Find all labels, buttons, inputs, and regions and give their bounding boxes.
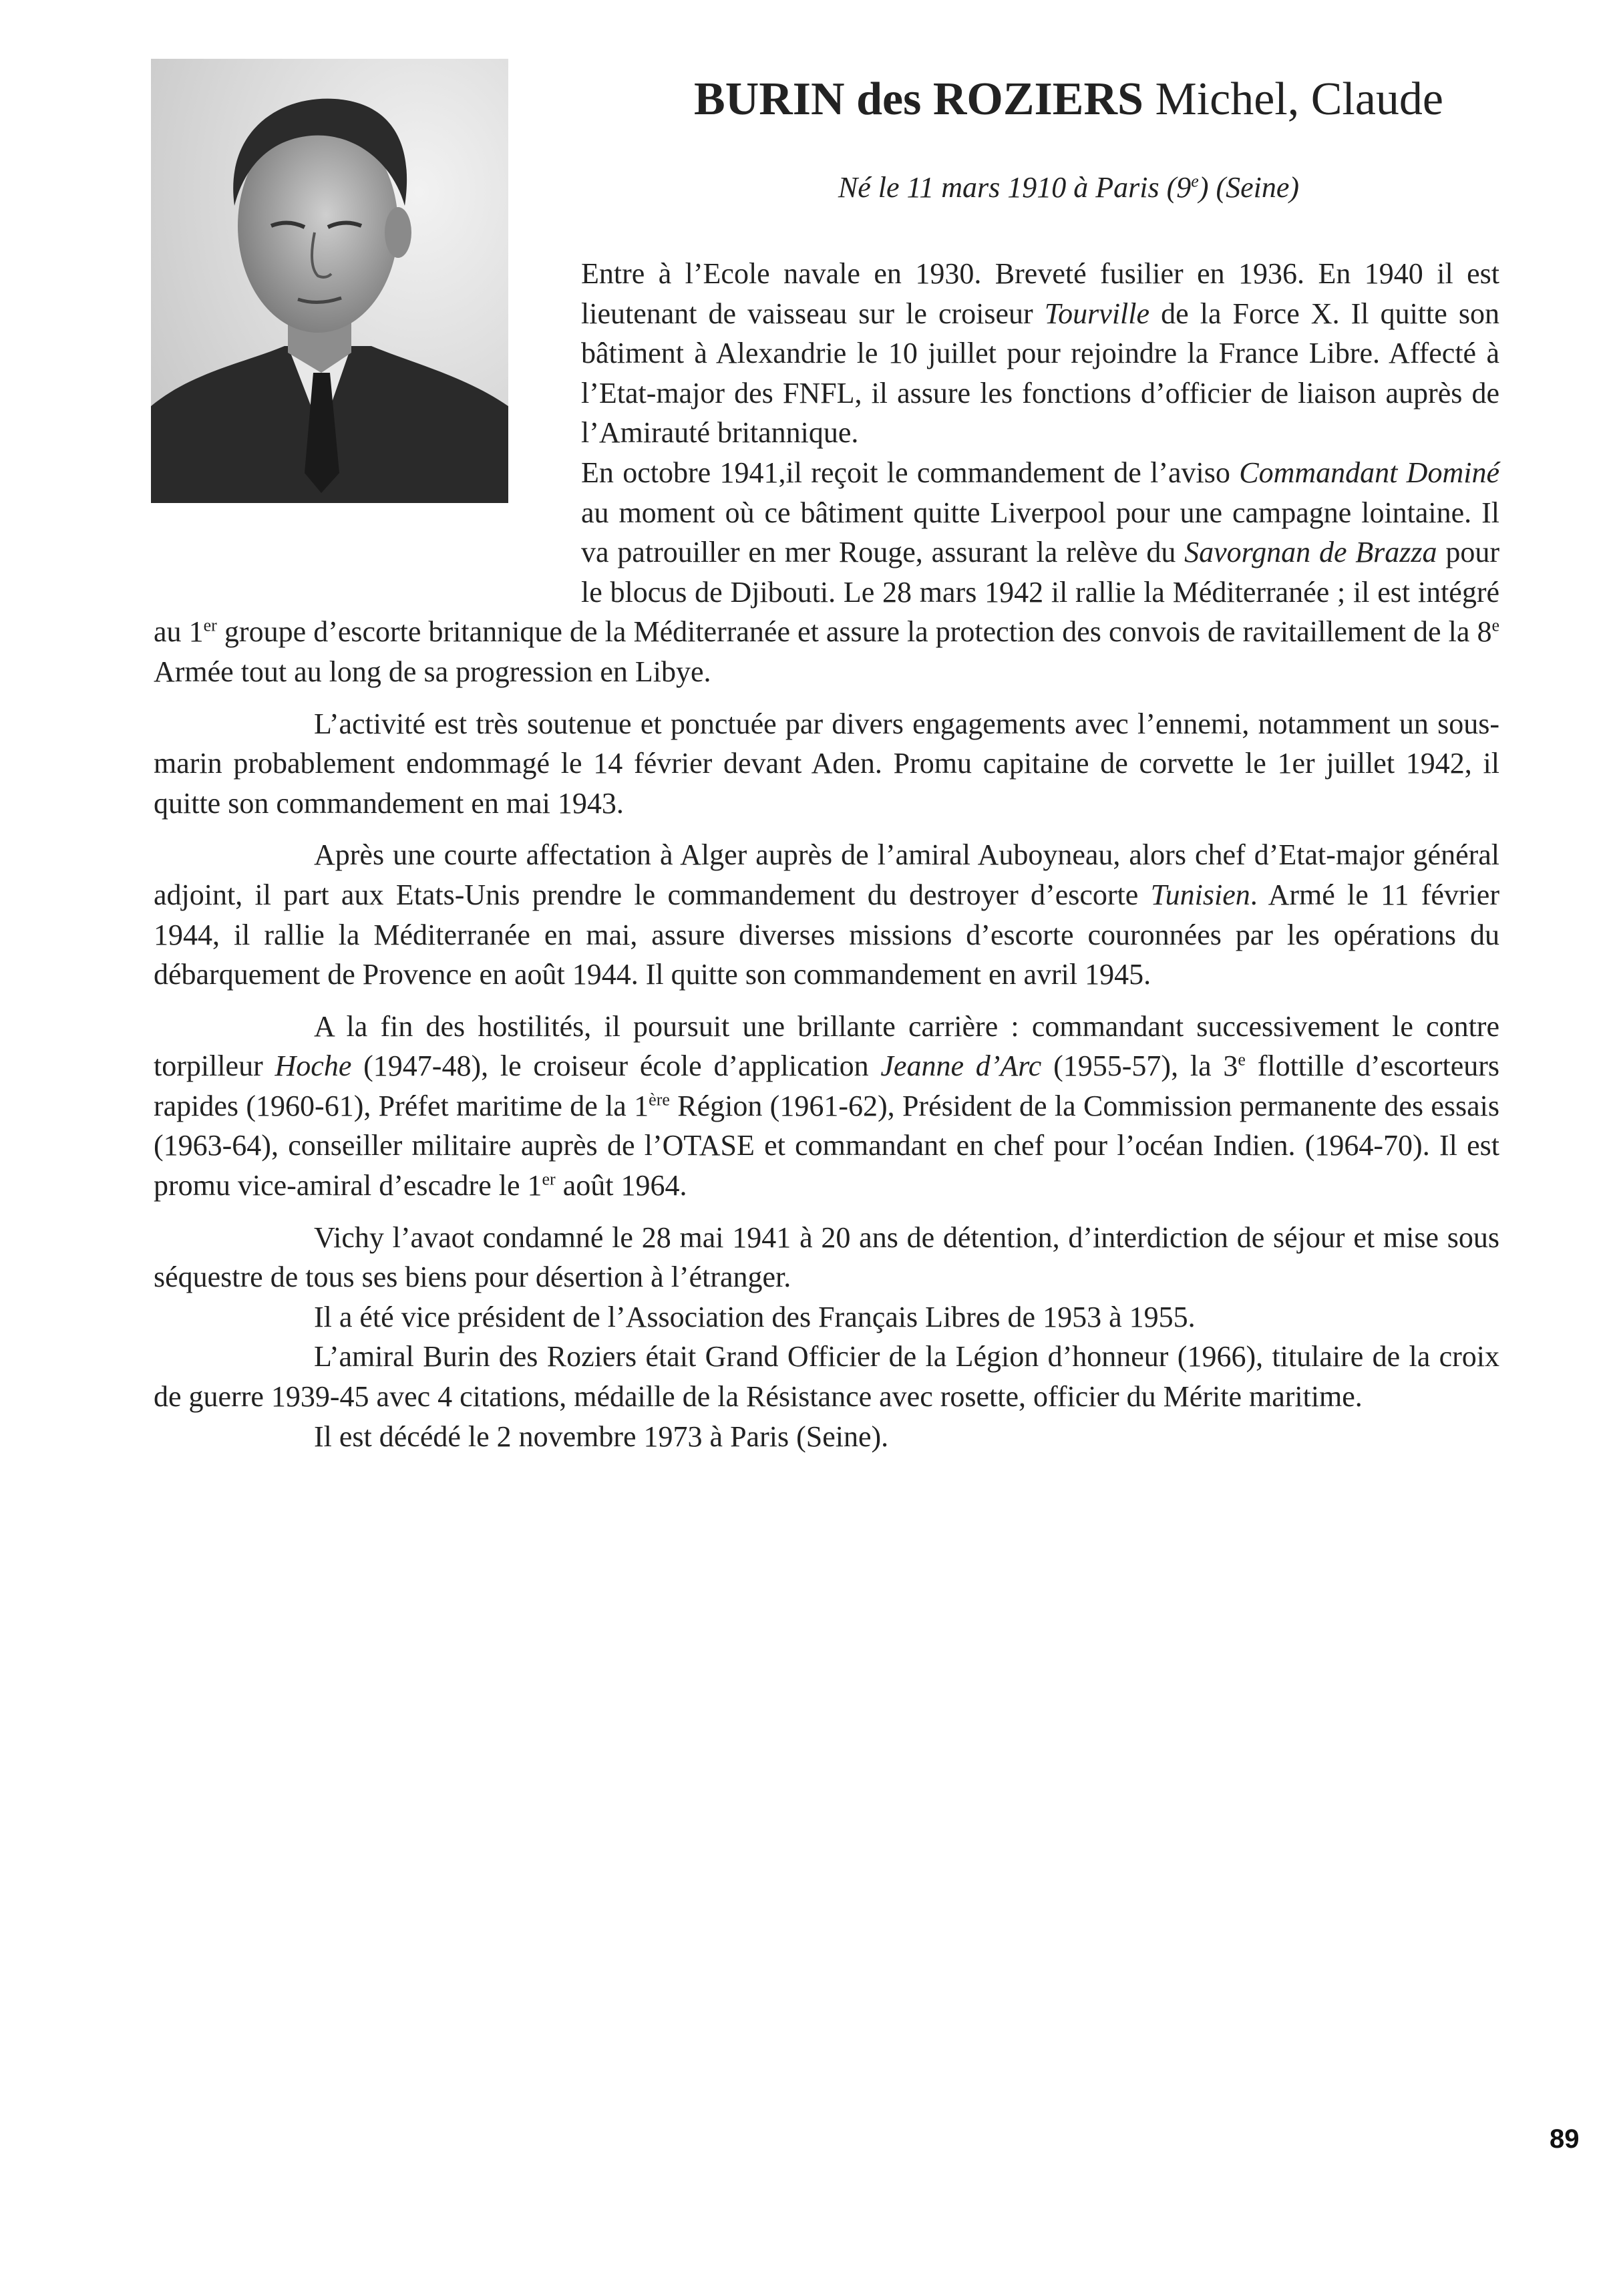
- paragraph-3: L’activité est très soutenue et ponctuée par divers engagements avec l’ennemi, notamment un sous-marin probablement endommagé le 14 février devant Aden. Promu capitaine de corvette le 1er juillet 1942, il quitte son commandement en mai 1943.: [154, 707, 1499, 820]
- p5-text-b: (1947-48), le croiseur école d’application: [363, 1049, 869, 1083]
- paragraph-4: [154, 835, 1499, 994]
- photo-wrap-spacer: [154, 254, 581, 595]
- paragraph-8: L’amiral Burin des Roziers était Grand Officier de la Légion d’honneur (1966), titulaire de la croix de guerre 1939-45 avec 4 citations, médaille de la Résistance avec rosette, officier du Mérite maritime.: [154, 1340, 1499, 1414]
- paragraph-6: Vichy l’avaot condamné le 28 mai 1941 à 20 ans de détention, d’interdiction de séjour et mise sous séquestre de tous ses biens pour désertion à l’étranger.: [154, 1220, 1499, 1294]
- ship-tunisien: Tunisien: [1150, 878, 1250, 911]
- paragraph-7: Il a été vice président de l’Association des Français Libres de 1953 à 1955.: [314, 1300, 1196, 1333]
- p5-text-f: août 1964.: [562, 1169, 687, 1202]
- ship-hoche: Hoche: [275, 1049, 352, 1083]
- ship-tourville: Tourville: [1044, 297, 1150, 330]
- p1-text: Entre à l’Ecole navale en 1930. Breveté fusilier en 1936. En 1940 il est lieutenant de vaisseau sur le croiseur: [581, 257, 1499, 330]
- p5-text-d: flottille d’escorteurs rapides (1960-61), Préfet maritime de la 1: [154, 1049, 1500, 1122]
- ship-commandant-domine: Commandant Dominé: [1239, 456, 1499, 489]
- p2-text-e: Armée tout au long de sa progression en Libye.: [154, 655, 711, 688]
- person-name-heading: [601, 73, 1536, 125]
- p4-text-a: Après une courte affectation à Alger auprès de l’amiral Auboyneau, alors chef d’Etat-major général adjoint, il part aux Etats-Unis prendre le commandement du destroyer d’escorte: [154, 838, 1499, 911]
- ship-jeanne-d-arc: Jeanne d’Arc: [880, 1049, 1042, 1083]
- page-number: 89: [1550, 2124, 1580, 2154]
- p5-sup-2: ère: [649, 1090, 670, 1110]
- p5-sup-3: er: [542, 1169, 556, 1189]
- surname: BURIN des ROZIERS: [694, 73, 1143, 125]
- p4-text-b: . Armé le 11 février 1944, il rallie la Méditerranée en mai, assure diverses missions d’escorte couronnées par les opérations du débarquement de Provence en août 1944. Il quitte son commandement en avril 1945.: [154, 878, 1499, 991]
- p5-text-e: Région (1961-62), Président de la Commission permanente des essais (1963-64), conseiller militaire auprès de l’OTASE et commandant en chef pour l’océan Indien. (1964-70). Il est promu vice-amiral d’escadre le 1: [154, 1089, 1499, 1202]
- ship-savorgnan-de-brazza: Savorgnan de Brazza: [1184, 536, 1437, 569]
- p2-text-c: pour le blocus de Djibouti. Le 28 mars 1942 il rallie la Méditerranée ; il est intégré au 1: [154, 536, 1499, 649]
- birth-suffix: ) (Seine): [1198, 171, 1300, 204]
- p2-text-a: En octobre 1941,il reçoit le commandement de l’aviso: [581, 456, 1230, 489]
- p2-text-d: groupe d’escorte britannique de la Méditerranée et assure la protection des convois de ravitaillement de la 8: [224, 615, 1492, 649]
- p5-text-a: A la fin des hostilités, il poursuit une brillante carrière : commandant successivement le contre torpilleur: [154, 1009, 1499, 1083]
- biography-text: [154, 254, 1499, 1456]
- paragraph-9: Il est décédé le 2 novembre 1973 à Paris (Seine).: [314, 1420, 889, 1453]
- given-names: Michel, Claude: [1155, 73, 1443, 125]
- p5-text-c: (1955-57), la 3: [1053, 1049, 1238, 1083]
- birth-sup: e: [1191, 171, 1199, 191]
- paragraph-5: [154, 1007, 1499, 1206]
- p2-sup-1: er: [203, 615, 217, 635]
- p5-sup-1: e: [1238, 1049, 1246, 1070]
- birth-line: [601, 170, 1536, 204]
- p2-sup-2: e: [1491, 615, 1500, 635]
- birth-prefix: Né le 11 mars 1910 à Paris (9: [838, 171, 1192, 204]
- p1-text-b: de la Force X. Il quitte son bâtiment à Alexandrie le 10 juillet pour rejoindre la France Libre. Affecté à l’Etat-major des FNFL, il assure les fonctions d’officier de liaison auprès de l’Amirauté britannique.: [581, 297, 1499, 450]
- p2-text-b: au moment où ce bâtiment quitte Liverpool pour une campagne lointaine. Il va patrouiller en mer Rouge, assurant la relève du: [581, 496, 1499, 569]
